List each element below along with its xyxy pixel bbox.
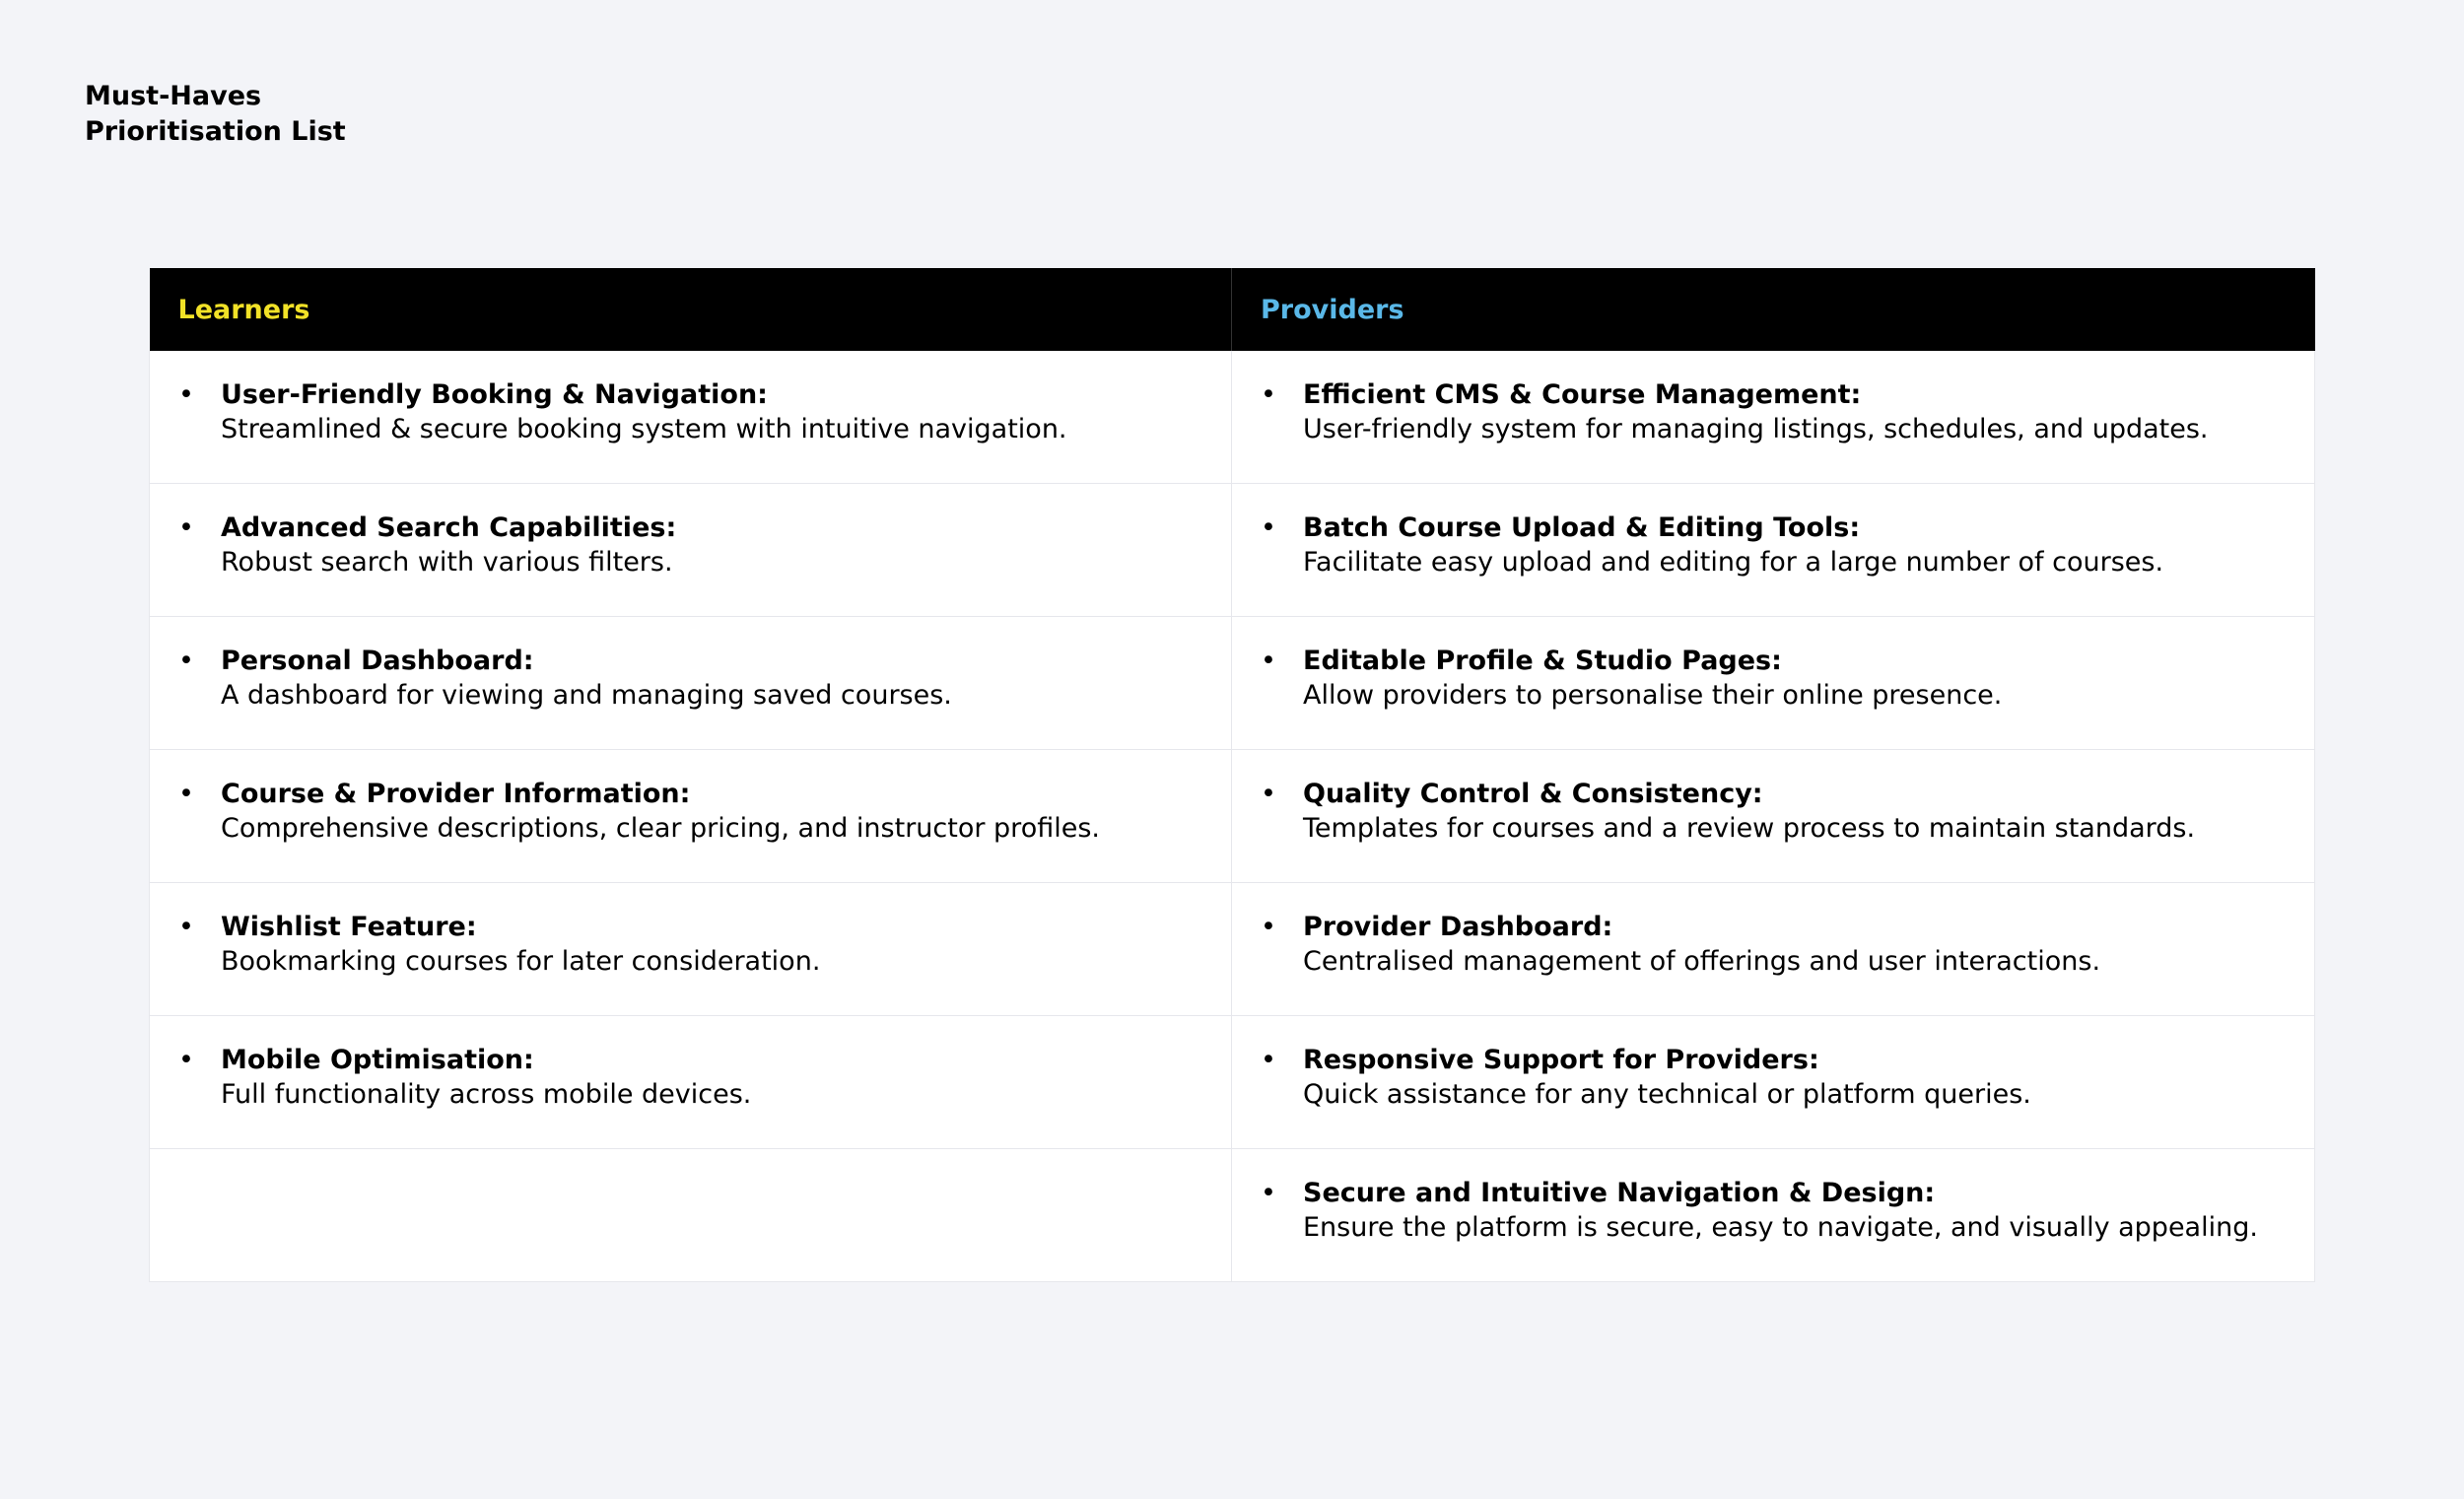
table-row: [150, 1149, 2315, 1282]
page-title-line-2: Prioritisation List: [85, 116, 346, 147]
item-description: Ensure the platform is secure, easy to navigate, and visually appealing.: [1303, 1212, 2258, 1243]
item-description: Full functionality across mobile devices.: [221, 1079, 752, 1110]
providers-list-item: [1232, 883, 2314, 979]
providers-list-item: [1232, 1149, 2314, 1245]
learners-list-item: [150, 1016, 1231, 1112]
learners-cell: [150, 617, 1232, 750]
bullet-icon: •: [178, 912, 194, 942]
learners-cell: [150, 1016, 1232, 1149]
bullet-icon: •: [1261, 1178, 1276, 1208]
providers-cell: [1232, 484, 2315, 617]
providers-list-item: [1232, 351, 2314, 446]
prioritisation-table: [149, 268, 2315, 1282]
item-title: Editable Profile & Studio Pages:: [1303, 646, 1782, 676]
learners-list-item: [150, 883, 1231, 979]
learners-cell: [150, 1149, 1232, 1282]
item-description: Robust search with various filters.: [221, 547, 673, 578]
item-description: A dashboard for viewing and managing saved courses.: [221, 680, 952, 711]
providers-list-item: [1232, 750, 2314, 846]
item-title: Advanced Search Capabilities:: [221, 512, 677, 543]
bullet-icon: •: [178, 646, 194, 676]
item-description: Allow providers to personalise their online presence.: [1303, 680, 2003, 711]
column-header-providers: Providers: [1232, 268, 2315, 351]
learners-list-item: [150, 617, 1231, 713]
table-row: [150, 617, 2315, 750]
item-title: Provider Dashboard:: [1303, 912, 1613, 942]
item-title: User-Friendly Booking & Navigation:: [221, 379, 768, 410]
page-title-line-1: Must-Haves: [85, 81, 262, 111]
bullet-icon: •: [1261, 512, 1276, 543]
table-row: [150, 351, 2315, 484]
bullet-icon: •: [1261, 379, 1276, 410]
item-title: Mobile Optimisation:: [221, 1045, 534, 1075]
table-row: [150, 883, 2315, 1016]
providers-cell: [1232, 1016, 2315, 1149]
bullet-icon: •: [1261, 912, 1276, 942]
item-description: Quick assistance for any technical or platform queries.: [1303, 1079, 2031, 1110]
item-title: Secure and Intuitive Navigation & Design:: [1303, 1178, 1936, 1208]
table-row: [150, 484, 2315, 617]
bullet-icon: •: [1261, 779, 1276, 809]
bullet-icon: •: [178, 779, 194, 809]
table-header-row: [150, 268, 2315, 351]
item-description: User-friendly system for managing listings, schedules, and updates.: [1303, 414, 2209, 444]
bullet-icon: •: [1261, 646, 1276, 676]
providers-cell: [1232, 750, 2315, 883]
item-title: Personal Dashboard:: [221, 646, 534, 676]
providers-list-item: [1232, 617, 2314, 713]
page-title: [85, 79, 346, 150]
item-description: Bookmarking courses for later consideration.: [221, 946, 821, 977]
item-description: Facilitate easy upload and editing for a large number of courses.: [1303, 547, 2164, 578]
learners-list-item: [150, 484, 1231, 579]
providers-cell: [1232, 617, 2315, 750]
learners-cell: [150, 750, 1232, 883]
learners-list-item: [150, 351, 1231, 446]
providers-cell: [1232, 883, 2315, 1016]
learners-cell: [150, 484, 1232, 617]
table-row: [150, 750, 2315, 883]
learners-cell: [150, 351, 1232, 484]
item-description: Streamlined & secure booking system with intuitive navigation.: [221, 414, 1067, 444]
providers-list-item: [1232, 1016, 2314, 1112]
column-header-learners: Learners: [150, 268, 1232, 351]
bullet-icon: •: [178, 1045, 194, 1075]
providers-cell: [1232, 351, 2315, 484]
item-description: Centralised management of offerings and user interactions.: [1303, 946, 2101, 977]
providers-cell: [1232, 1149, 2315, 1282]
bullet-icon: •: [178, 512, 194, 543]
bullet-icon: •: [178, 379, 194, 410]
learners-list-item: [150, 750, 1231, 846]
item-title: Wishlist Feature:: [221, 912, 477, 942]
learners-cell: [150, 883, 1232, 1016]
table-row: [150, 1016, 2315, 1149]
item-description: Comprehensive descriptions, clear pricing, and instructor profiles.: [221, 813, 1100, 844]
item-title: Efficient CMS & Course Management:: [1303, 379, 1862, 410]
table-body: [150, 351, 2315, 1282]
item-title: Quality Control & Consistency:: [1303, 779, 1763, 809]
item-title: Batch Course Upload & Editing Tools:: [1303, 512, 1861, 543]
bullet-icon: •: [1261, 1045, 1276, 1075]
item-title: Course & Provider Information:: [221, 779, 691, 809]
item-title: Responsive Support for Providers:: [1303, 1045, 1819, 1075]
item-description: Templates for courses and a review process to maintain standards.: [1303, 813, 2196, 844]
providers-list-item: [1232, 484, 2314, 579]
